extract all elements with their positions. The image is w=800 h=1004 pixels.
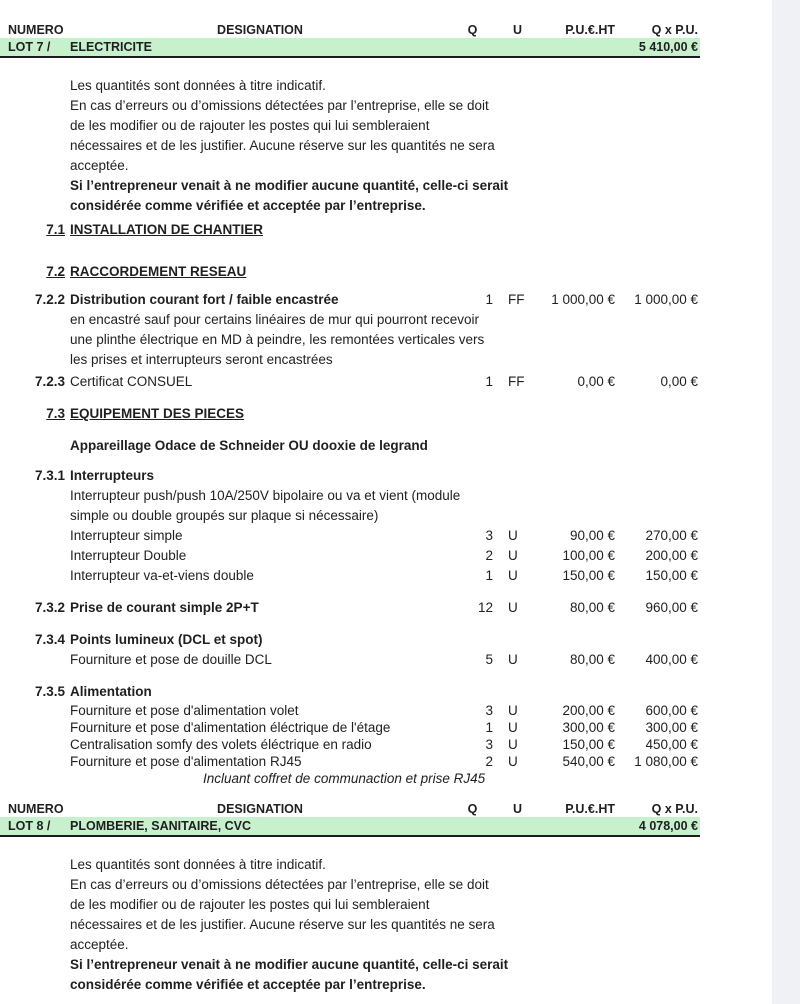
item-unit: U <box>508 600 518 615</box>
sub-item-label: Interrupteur va-et-viens double <box>70 568 254 583</box>
section-title: RACCORDEMENT RESEAU <box>70 264 247 279</box>
item-unit-price: 80,00 € <box>569 600 615 615</box>
item-qty: 1 <box>485 720 493 735</box>
item-total: 450,00 € <box>645 737 698 752</box>
sub-item-row <box>0 650 700 670</box>
item-number: 7.2.3 <box>34 374 65 389</box>
item-number: 7.2.2 <box>34 292 65 307</box>
item-unit: U <box>508 548 518 563</box>
item-row-7-3-5 <box>0 682 700 702</box>
item-qty: 3 <box>485 703 493 718</box>
quantities-notice-lot7 <box>70 76 700 216</box>
item-unit-price: 300,00 € <box>562 720 615 735</box>
notice-line: Les quantités sont données à titre indicatif. <box>70 78 326 93</box>
section-title: EQUIPEMENT DES PIECES <box>70 406 245 421</box>
col-header-q: Q <box>467 23 478 37</box>
item-unit: U <box>508 737 518 752</box>
item-unit-price: 540,00 € <box>562 754 615 769</box>
item-title: Distribution courant fort / faible encastrée <box>70 292 339 307</box>
col-header-numero: NUMERO <box>8 802 64 816</box>
item-total: 1 080,00 € <box>634 754 698 769</box>
item-qty: 1 <box>485 568 493 583</box>
item-desc-line: une plinthe électrique en MD à peindre, les remontées verticales vers <box>70 332 485 347</box>
page-edge-strip <box>772 0 800 1004</box>
item-unit: U <box>508 703 518 718</box>
col-header-qxpu: Q x P.U. <box>651 802 698 816</box>
item-qty: 5 <box>485 652 493 667</box>
sub-item-label: Centralisation somfy des volets éléctrique en radio <box>70 737 372 752</box>
item-unit: FF <box>508 374 525 389</box>
col-header-pu: P.U.€.HT <box>565 802 615 816</box>
section-7-3 <box>0 404 700 424</box>
notice-line-bold: Si l’entrepreneur venait à ne modifier aucune quantité, celle-ci serait <box>70 178 509 193</box>
notice-line: nécessaires et de les justifier. Aucune réserve sur les quantités ne sera <box>70 917 495 932</box>
item-row-7-2-3 <box>0 372 700 392</box>
sub-item-label: Fourniture et pose de douille DCL <box>70 652 272 667</box>
item-title: Interrupteurs <box>70 468 155 483</box>
lot7-number: LOT 7 / <box>8 40 51 54</box>
section-number: 7.3 <box>46 406 65 421</box>
item-total: 200,00 € <box>645 548 698 563</box>
notice-line-bold: considérée comme vérifiée et acceptée par l’entreprise. <box>70 198 426 213</box>
item-unit-price: 150,00 € <box>562 568 615 583</box>
table-header-lot8 <box>0 801 700 817</box>
notice-line: acceptée. <box>70 937 129 952</box>
item-row-7-3-1 <box>0 466 700 486</box>
col-header-q: Q <box>467 802 478 816</box>
lot7-row <box>0 38 700 58</box>
appareillage-note: Appareillage Odace de Schneider OU dooxie de legrand <box>70 438 428 453</box>
col-header-designation: DESIGNATION <box>217 802 303 816</box>
item-desc-line: simple ou double groupés sur plaque si nécessaire) <box>70 508 379 523</box>
document-content <box>0 22 700 995</box>
col-header-u: U <box>512 23 523 37</box>
item-number: 7.3.1 <box>34 468 65 483</box>
item-qty: 2 <box>485 754 493 769</box>
item-qty: 3 <box>485 737 493 752</box>
section-number: 7.1 <box>46 222 65 237</box>
sub-item-label: Interrupteur simple <box>70 528 183 543</box>
notice-line: Les quantités sont données à titre indicatif. <box>70 857 326 872</box>
lot7-total: 5 410,00 € <box>638 40 698 54</box>
item-total: 150,00 € <box>645 568 698 583</box>
col-header-u: U <box>512 802 523 816</box>
section-title: INSTALLATION DE CHANTIER <box>70 222 263 237</box>
col-header-qxpu: Q x P.U. <box>651 23 698 37</box>
item-desc-line: les prises et interrupteurs seront encastrées <box>70 352 333 367</box>
notice-line-bold: Si l’entrepreneur venait à ne modifier aucune quantité, celle-ci serait <box>70 957 509 972</box>
sub-item-label: Interrupteur Double <box>70 548 187 563</box>
sub-item-row <box>0 526 700 546</box>
item-total: 400,00 € <box>645 652 698 667</box>
item-title: Certificat CONSUEL <box>70 374 193 389</box>
item-qty: 2 <box>485 548 493 563</box>
col-header-designation: DESIGNATION <box>217 23 303 37</box>
notice-line: de les modifier ou de rajouter les postes qui lui sembleraient <box>70 118 430 133</box>
section-7-1 <box>0 220 700 240</box>
item-total: 270,00 € <box>645 528 698 543</box>
item-unit-price: 90,00 € <box>569 528 615 543</box>
quantities-notice-lot8 <box>70 855 700 995</box>
item-row-7-3-2 <box>0 598 700 618</box>
sub-item-row <box>0 702 700 719</box>
item-row-7-3-4 <box>0 630 700 650</box>
sub-item-label: Fourniture et pose d'alimentation RJ45 <box>70 754 302 769</box>
item-unit: U <box>508 528 518 543</box>
notice-line: nécessaires et de les justifier. Aucune réserve sur les quantités ne sera <box>70 138 495 153</box>
item-unit-price: 200,00 € <box>562 703 615 718</box>
item-title: Points lumineux (DCL et spot) <box>70 632 263 647</box>
item-desc-line: en encastré sauf pour certains linéaires de mur qui pourront recevoir <box>70 312 479 327</box>
item-total: 0,00 € <box>660 374 698 389</box>
col-header-pu: P.U.€.HT <box>565 23 615 37</box>
sub-item-label: Fourniture et pose d'alimentation éléctrique de l'étage <box>70 720 391 735</box>
item-unit-price: 1 000,00 € <box>551 292 615 307</box>
item-desc-line: Interrupteur push/push 10A/250V bipolaire ou va et vient (module <box>70 488 461 503</box>
item-unit: U <box>508 720 518 735</box>
item-total: 1 000,00 € <box>634 292 698 307</box>
rj45-inclusion-note: Incluant coffret de communaction et prise RJ45 <box>203 771 486 786</box>
notice-line: de les modifier ou de rajouter les postes qui lui sembleraient <box>70 897 430 912</box>
item-unit: U <box>508 754 518 769</box>
item-number: 7.3.4 <box>34 632 65 647</box>
item-total: 960,00 € <box>645 600 698 615</box>
item-unit-price: 80,00 € <box>569 652 615 667</box>
table-header-lot7 <box>0 22 700 38</box>
col-header-numero: NUMERO <box>8 23 64 37</box>
item-unit-price: 100,00 € <box>562 548 615 563</box>
item-unit: U <box>508 652 518 667</box>
sub-item-row <box>0 753 700 770</box>
item-qty: 3 <box>485 528 493 543</box>
item-title: Prise de courant simple 2P+T <box>70 600 259 615</box>
sub-item-row <box>0 719 700 736</box>
notice-line: En cas d’erreurs ou d’omissions détectées par l’entreprise, elle se doit <box>70 877 489 892</box>
lot7-title: ELECTRICITE <box>70 40 152 54</box>
item-number: 7.3.5 <box>34 684 65 699</box>
lot8-title: PLOMBERIE, SANITAIRE, CVC <box>70 819 252 833</box>
item-title: Alimentation <box>70 684 152 699</box>
lot8-total: 4 078,00 € <box>638 819 698 833</box>
notice-line: acceptée. <box>70 158 129 173</box>
section-number: 7.2 <box>46 264 65 279</box>
sub-item-row <box>0 566 700 586</box>
sub-item-row <box>0 546 700 566</box>
item-number: 7.3.2 <box>34 600 65 615</box>
section-7-2 <box>0 262 700 282</box>
item-qty: 12 <box>477 600 493 615</box>
sub-item-label: Fourniture et pose d'alimentation volet <box>70 703 299 718</box>
notice-line: En cas d’erreurs ou d’omissions détectées par l’entreprise, elle se doit <box>70 98 489 113</box>
sub-item-row <box>0 736 700 753</box>
item-unit-price: 150,00 € <box>562 737 615 752</box>
lot8-number: LOT 8 / <box>8 819 51 833</box>
item-qty: 1 <box>485 292 493 307</box>
item-unit-price: 0,00 € <box>577 374 615 389</box>
lot8-row <box>0 817 700 837</box>
item-qty: 1 <box>485 374 493 389</box>
notice-line-bold: considérée comme vérifiée et acceptée par l’entreprise. <box>70 977 426 992</box>
item-unit: FF <box>508 292 525 307</box>
item-unit: U <box>508 568 518 583</box>
item-total: 300,00 € <box>645 720 698 735</box>
item-row-7-2-2 <box>0 290 700 310</box>
item-total: 600,00 € <box>645 703 698 718</box>
